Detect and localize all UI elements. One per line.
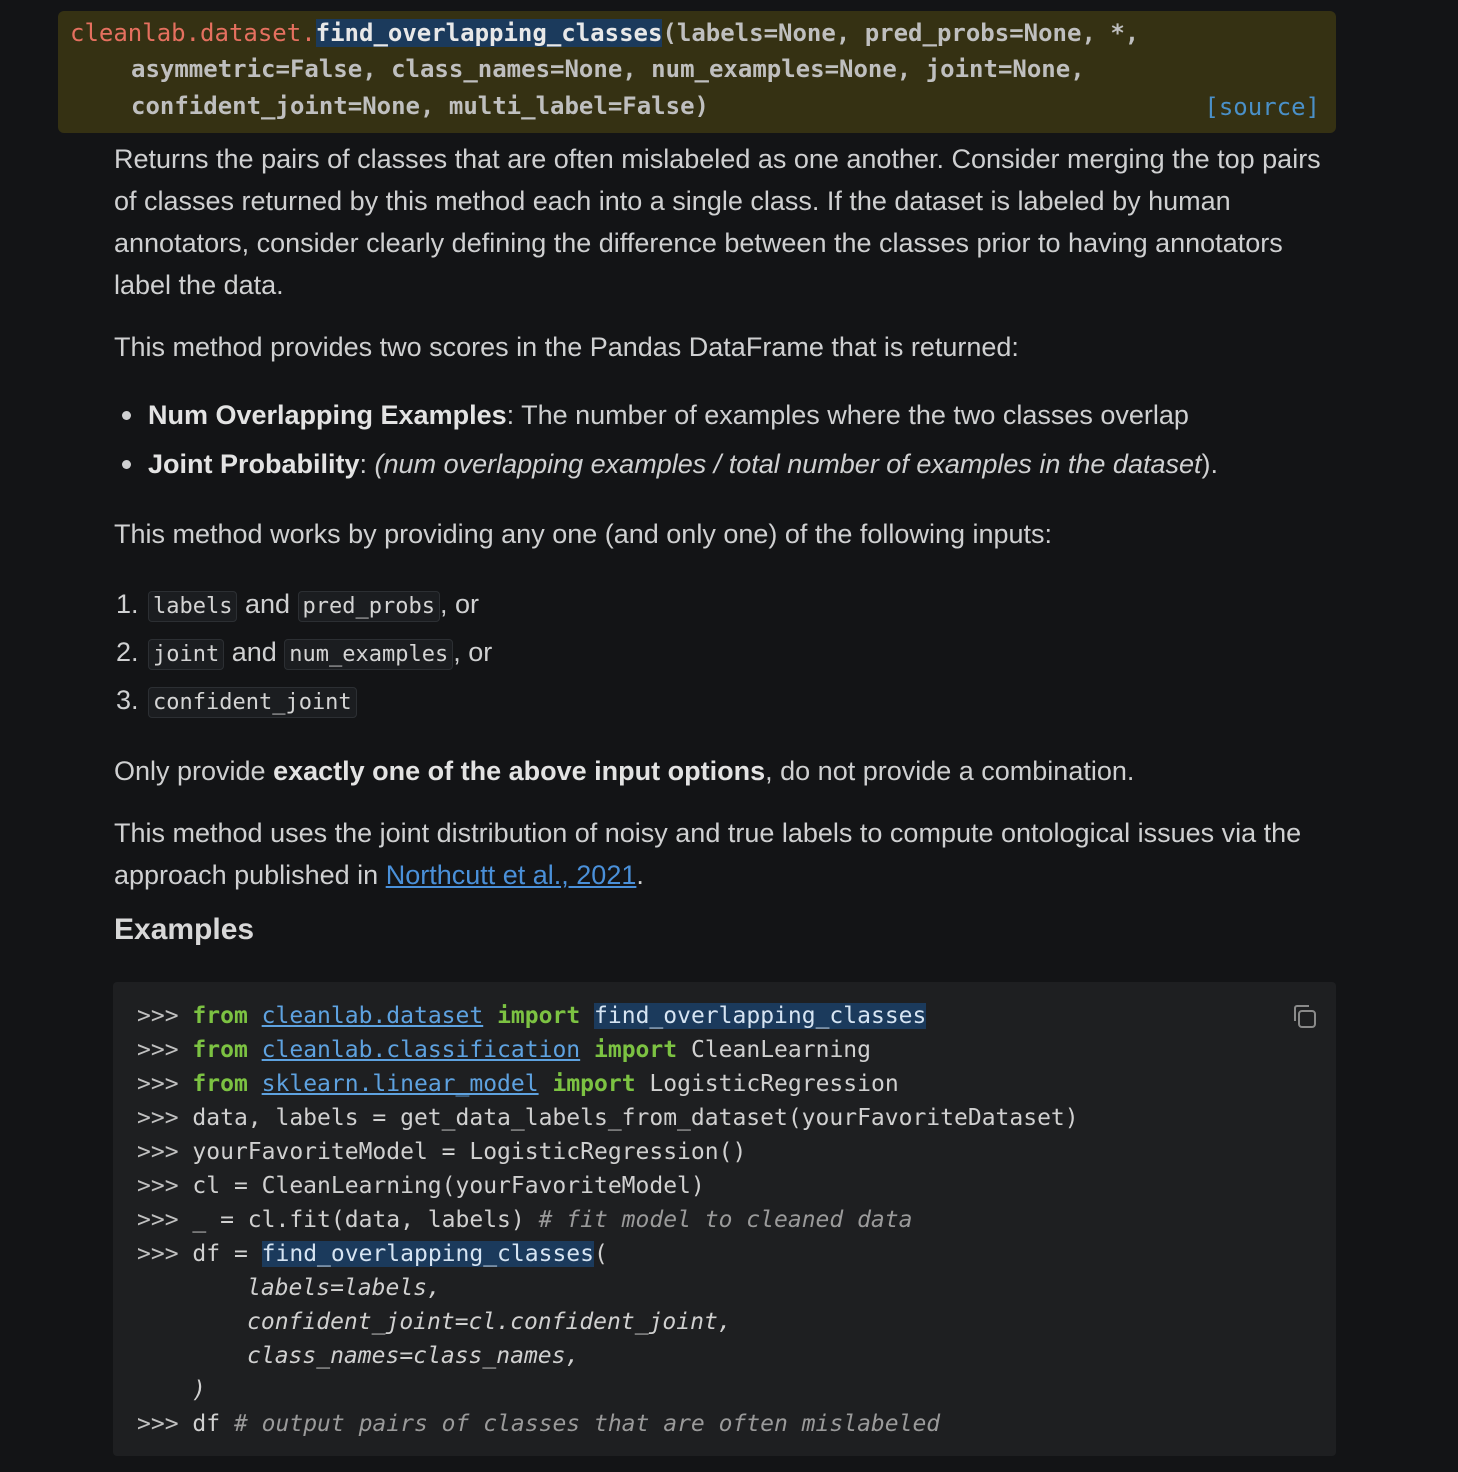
- option-text: and: [237, 589, 298, 619]
- bullet-desc: The number of examples where the two classes overlap: [521, 400, 1189, 430]
- bullet-tail: ).: [1201, 449, 1219, 479]
- bullet-dot-icon: [122, 460, 131, 469]
- code-text: yourFavoriteModel = LogisticRegression(): [192, 1139, 747, 1165]
- code-text: (: [594, 1241, 608, 1267]
- code-text: data, labels = get_data_labels_from_dataset(yourFavoriteDataset): [192, 1105, 1079, 1131]
- only-pre: Only provide: [114, 756, 274, 786]
- list-number: 3.: [116, 685, 139, 715]
- code-text: _ = cl.fit(data, labels): [192, 1207, 539, 1233]
- input-options-list: [114, 583, 914, 727]
- copy-icon[interactable]: [1290, 1002, 1318, 1030]
- list-item: [114, 391, 1336, 440]
- inline-code: confident_joint: [148, 687, 357, 718]
- code-keyword: from: [192, 1003, 248, 1029]
- inline-code: pred_probs: [298, 591, 440, 622]
- code-line: [137, 1407, 940, 1441]
- code-text: cl = CleanLearning(yourFavoriteModel): [192, 1173, 705, 1199]
- signature-params-1: (labels=None, pred_probs=None, *,: [662, 19, 1140, 47]
- code-prompt: >>>: [137, 1207, 179, 1233]
- code-keyword: from: [192, 1071, 248, 1097]
- code-module-link[interactable]: cleanlab.classification: [261, 1037, 581, 1063]
- method-paragraph: [114, 812, 1336, 896]
- inputs-intro: This method works by providing any one (and only one) of the following inputs:: [114, 519, 1053, 549]
- code-text: df =: [192, 1241, 262, 1267]
- list-item: [114, 583, 914, 631]
- code-comment: # fit model to cleaned data: [538, 1207, 913, 1233]
- code-line: [137, 999, 926, 1033]
- code-module-link[interactable]: cleanlab.dataset: [261, 1003, 484, 1029]
- examples-heading: Examples: [114, 913, 255, 946]
- only-one-paragraph: [114, 750, 1336, 792]
- scores-intro: This method provides two scores in the Pandas DataFrame that is returned:: [114, 332, 1019, 362]
- code-line: [137, 1237, 608, 1271]
- code-prompt: >>>: [137, 1037, 179, 1063]
- code-line: class_names=class_names,: [247, 1343, 580, 1369]
- signature-params-2: asymmetric=False, class_names=None, num_examples=None, joint=None,: [131, 55, 1085, 83]
- signature-module-prefix: cleanlab.dataset.: [70, 19, 316, 47]
- code-line: [137, 1033, 871, 1067]
- code-line: [137, 1101, 1079, 1135]
- inline-code: num_examples: [284, 639, 453, 670]
- list-item: [114, 631, 914, 679]
- intro-paragraph: Returns the pairs of classes that are often mislabeled as one another. Consider merging the top pairs of classes returned by this method each into a single class. If the dataset is labeled by human annotators, consider clearly defining the difference between the classes prior to having annotators label the data.: [114, 144, 1321, 300]
- bullet-term: Num Overlapping Examples: [148, 400, 507, 430]
- bullet-sep: :: [506, 400, 522, 430]
- code-prompt: >>>: [137, 1411, 179, 1437]
- signature-params-3: confident_joint=None, multi_label=False): [131, 92, 709, 120]
- bullet-desc-italic: (num overlapping examples / total number of examples in the dataset: [374, 449, 1202, 479]
- code-text: df: [192, 1411, 234, 1437]
- inline-code: labels: [148, 591, 237, 622]
- code-line: [137, 1203, 912, 1237]
- code-prompt: >>>: [137, 1139, 179, 1165]
- code-highlighted-name: find_overlapping_classes: [594, 1003, 927, 1029]
- bullet-sep: :: [359, 449, 375, 479]
- code-keyword: import: [497, 1003, 581, 1029]
- function-signature: [58, 11, 1336, 133]
- code-line: ): [192, 1377, 206, 1403]
- code-comment: # output pairs of classes that are often mislabeled: [233, 1411, 941, 1437]
- code-prompt: >>>: [137, 1003, 179, 1029]
- code-name: LogisticRegression: [649, 1071, 899, 1097]
- code-keyword: import: [552, 1071, 636, 1097]
- code-example-block: [113, 982, 1336, 1456]
- code-name: CleanLearning: [690, 1037, 871, 1063]
- option-tail: , or: [440, 589, 480, 619]
- code-line: [137, 1135, 746, 1169]
- signature-line-1: [70, 19, 1139, 47]
- list-number: 1.: [116, 589, 139, 619]
- bullet-dot-icon: [122, 411, 131, 420]
- list-number: 2.: [116, 637, 139, 667]
- code-prompt: >>>: [137, 1071, 179, 1097]
- method-text: This method uses the joint distribution of noisy and true labels to compute ontological issues via the approach published in: [114, 818, 1302, 890]
- code-prompt: >>>: [137, 1105, 179, 1131]
- code-prompt: >>>: [137, 1173, 179, 1199]
- code-line: confident_joint=cl.confident_joint,: [247, 1309, 732, 1335]
- bullet-term: Joint Probability: [148, 449, 360, 479]
- source-link[interactable]: [source]: [1204, 93, 1320, 121]
- scores-list: [114, 391, 1336, 489]
- list-item: [114, 440, 1336, 489]
- code-line: [137, 1169, 705, 1203]
- code-line: labels=labels,: [247, 1275, 441, 1301]
- method-post: .: [636, 860, 644, 890]
- code-highlighted-name: find_overlapping_classes: [261, 1241, 594, 1267]
- code-line: [137, 1067, 899, 1101]
- only-bold: exactly one of the above input options: [273, 756, 766, 786]
- option-text: and: [224, 637, 285, 667]
- inline-code: joint: [148, 639, 224, 670]
- only-post: , do not provide a combination.: [765, 756, 1135, 786]
- code-module-link[interactable]: sklearn.linear_model: [261, 1071, 539, 1097]
- code-keyword: import: [594, 1037, 678, 1063]
- northcutt-link[interactable]: Northcutt et al., 2021: [385, 860, 637, 890]
- signature-function-name: find_overlapping_classes: [315, 19, 663, 47]
- option-tail: , or: [453, 637, 493, 667]
- code-prompt: >>>: [137, 1241, 179, 1267]
- list-item: [114, 679, 914, 727]
- code-keyword: from: [192, 1037, 248, 1063]
